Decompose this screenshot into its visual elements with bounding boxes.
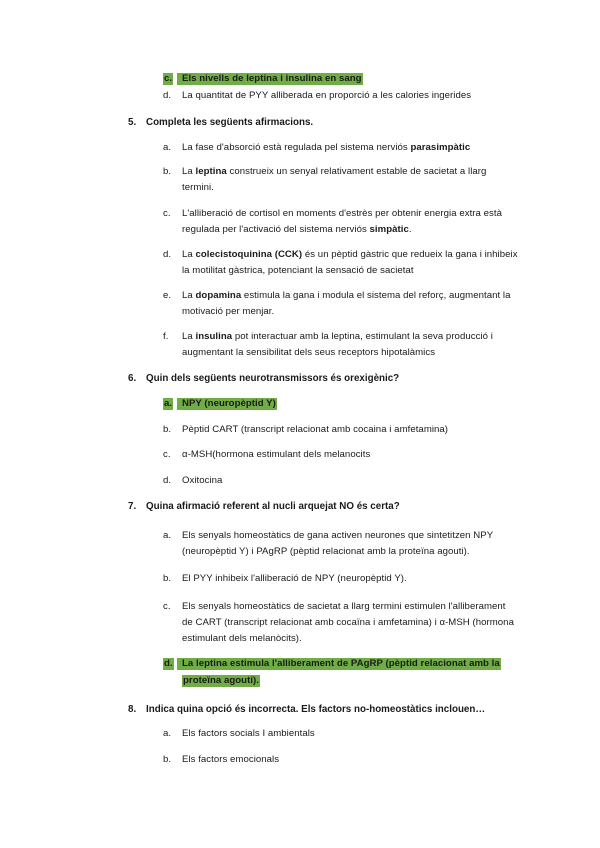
option-text: α-MSH(hormona estimulant dels melanocits bbox=[182, 449, 371, 460]
option-letter: b. bbox=[163, 754, 172, 765]
answer-word: insulina bbox=[195, 331, 233, 342]
question-number: 8. bbox=[128, 704, 137, 715]
option-letter: b. bbox=[163, 424, 172, 435]
item-letter: b. bbox=[163, 166, 172, 177]
option-letter: b. bbox=[163, 573, 172, 584]
answer-word: leptina bbox=[195, 166, 227, 177]
item-text: La insulina pot interactuar amb la leptina, estimulant la seva producció i bbox=[182, 331, 493, 342]
question-number: 6. bbox=[128, 373, 137, 384]
option-letter: a. bbox=[164, 398, 173, 409]
option-text: La quantitat de PYY alliberada en proporció a les calories ingerides bbox=[182, 90, 472, 101]
option-letter: d. bbox=[163, 475, 172, 486]
item-letter: e. bbox=[163, 290, 172, 301]
answer-word: colecistoquinina (CCK) bbox=[195, 249, 303, 260]
question-text: Completa les següents afirmacions. bbox=[146, 117, 314, 128]
item-text: L'alliberació de cortisol en moments d'estrès per obtenir energia extra està bbox=[182, 208, 502, 219]
option-text-correct: NPY (neuropèptid Y) bbox=[177, 398, 277, 410]
option-text: Els senyals homeostàtics de sacietat a llarg termini estimulen l'alliberament bbox=[182, 601, 506, 612]
item-letter: f. bbox=[163, 331, 169, 342]
document-page: c. Els nivells de leptina i insulina en sang d. La quantitat de PYY alliberada en proporció a les calories ingerides 5. Completa les següents afirmacions. a. La fase d'absorció està regulada pel sistema nerviós parasimpàtic b. La leptina construeix un senyal relativament estable de sacietat a llarg termini. c. L'alliberació de cortisol en moments d'estrès per obtenir energia extra està regulada per l'activació del sistema nerviós simpàtic. d. La colecistoquinina (CCK) és un pèptid gàstric que redueix la gana i inhibeix la motilitat gàstrica, potenciant la sensació de sacietat e. La dopamina estimula la gana i modula el sistema del reforç, augmentant la motivació per menjar. f. La insulina pot interactuar amb la leptina, estimulant la seva producció i augmentant la sensibilitat dels seus receptors hipotalàmics 6. Quin dels següents neurotransmissors és orexigènic? a. NPY (neuropèptid Y) b. Pèptid CART (transcript relacionat amb cocaina i amfetamina) c. α-MSH(hormona estimulant dels melanocits d. Oxitocina 7. Quina afirmació referent al nucli arquejat NO és certa? a. Els senyals homeostàtics de gana activen neurones que sintetitzen NPY (neuropèptid Y) i PAgRP (pèptid relacionat amb la proteïna agouti). b. El PYY inhibeix l'alliberació de NPY (neuropèptid Y). c. Els senyals homeostàtics de sacietat a llarg termini estimulen l'alliberament de CART (transcript relacionat amb cocaïna i amfetamina) i α-MSH (hormona estimulant dels melanòcits). d. La leptina estimula l'alliberament de PAgRP (pèptid relacionat amb la proteïna agouti). 8. Indica quina opció és incorrecta. Els factors no-homeostàtics inclouen… a. Els factors socials I ambientals b. Els factors emocionals bbox=[128, 73, 518, 765]
item-text: La fase d'absorció està regulada pel sistema nerviós parasimpàtic bbox=[182, 142, 471, 153]
item-text: La dopamina estimula la gana i modula el sistema del reforç, augmentant la bbox=[182, 290, 511, 301]
answer-word: simpàtic bbox=[369, 224, 409, 235]
option-text: Els factors socials I ambientals bbox=[182, 728, 315, 739]
item-text: La colecistoquinina (CCK) és un pèptid gàstric que redueix la gana i inhibeix bbox=[182, 249, 518, 260]
option-text: El PYY inhibeix l'alliberació de NPY (neuropèptid Y). bbox=[182, 573, 407, 584]
option-letter: a. bbox=[163, 530, 172, 541]
question-text: Indica quina opció és incorrecta. Els factors no-homeostàtics inclouen… bbox=[146, 704, 486, 715]
answer-word: dopamina bbox=[195, 290, 242, 301]
option-letter: d. bbox=[164, 658, 173, 669]
option-letter: c. bbox=[164, 73, 173, 84]
option-letter: c. bbox=[163, 449, 171, 460]
item-letter: c. bbox=[163, 208, 171, 219]
option-text: Pèptid CART (transcript relacionat amb cocaina i amfetamina) bbox=[182, 424, 449, 435]
option-letter: c. bbox=[163, 601, 171, 612]
question-text: Quin dels següents neurotransmissors és orexigènic? bbox=[146, 373, 400, 384]
item-letter: a. bbox=[163, 142, 172, 153]
question-text: Quina afirmació referent al nucli arquejat NO és certa? bbox=[146, 501, 400, 512]
answer-word: parasimpàtic bbox=[410, 142, 471, 153]
item-letter: d. bbox=[163, 249, 172, 260]
option-text-correct: Els nivells de leptina i insulina en sang bbox=[177, 73, 363, 85]
option-text: Els senyals homeostàtics de gana activen neurones que sintetitzen NPY bbox=[182, 530, 494, 541]
question-number: 5. bbox=[128, 117, 137, 128]
question-number: 7. bbox=[128, 501, 137, 512]
option-letter: d. bbox=[163, 90, 172, 101]
option-text: Els factors emocionals bbox=[182, 754, 280, 765]
option-text-correct: La leptina estimula l'alliberament de PAgRP (pèptid relacionat amb la bbox=[177, 658, 501, 670]
item-text: La leptina construeix un senyal relativament estable de sacietat a llarg bbox=[182, 166, 487, 177]
option-letter: a. bbox=[163, 728, 172, 739]
option-text: Oxitocina bbox=[182, 475, 223, 486]
